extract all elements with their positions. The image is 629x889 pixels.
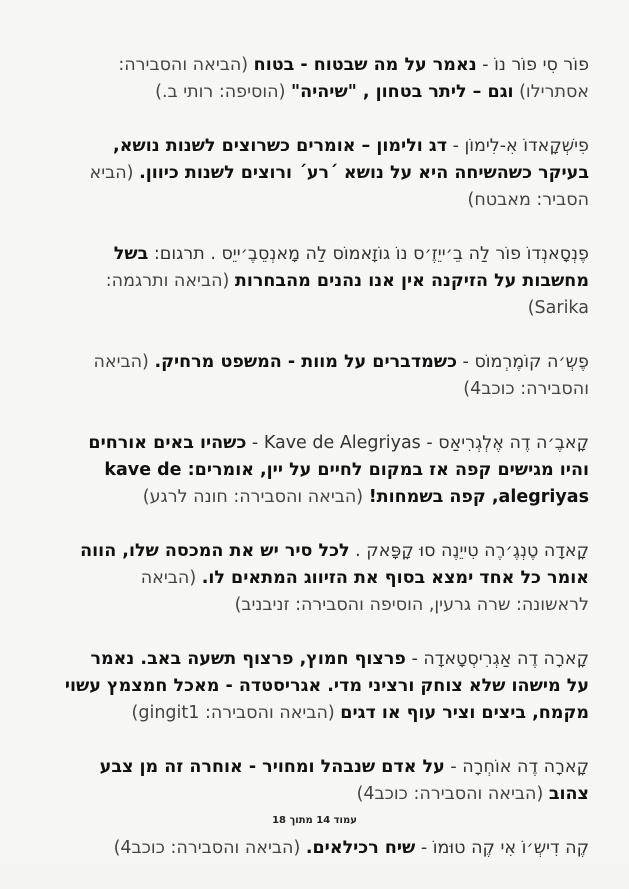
entry	[64, 754, 589, 808]
entry-meaning-extra: וגם – ליתר בטחון , "שיהיה"	[290, 82, 514, 102]
entry-source: (הביאה והסבירה: כוכב4)	[356, 784, 549, 804]
entry-source: (הביאה ותרגמה: Sarika)	[105, 271, 589, 318]
entry	[64, 349, 589, 403]
entry-term: פֶנְסָאנְדוֹ פוֹר לַה בֵ׳ייֵזֶ׳ס נוֹ גוֹזָאמוֹס לַה מָאנְסֵבֶ׳ייֵס .	[210, 244, 589, 264]
entry	[64, 538, 589, 619]
entry-meaning: כשמדברים על מוות - המשפט מרחיק.	[154, 352, 457, 372]
entry-term: קָאבֶ׳ה דֶה אֶלְגְרִיאַס - Kave de Alegriyas	[263, 433, 589, 453]
entry-source: (הביאה והסבירה: כוכב4)	[113, 838, 306, 858]
entry-term: פִישְׁקָאדוֹ אִ-לִימוֹן	[464, 136, 589, 156]
entry-source-extra: (הוסיפה: רותי ב.)	[155, 82, 291, 102]
entry-source: (הביאה והסבירה: gingit1)	[131, 703, 341, 723]
entry-separator: -	[456, 352, 475, 372]
entry-meaning: נאמר על מה שבטוח - בטוח	[253, 55, 477, 75]
page-number: עמוד 14 מתוך 18	[272, 815, 357, 826]
entry-term: קָארָה דֶה אַגְרִיסְטָאדָה	[423, 649, 589, 669]
entry	[64, 241, 589, 322]
entry	[64, 646, 589, 727]
entry-separator: תרגום:	[148, 244, 211, 264]
entry-term: פֶשְ׳ה קוֹמֶרְמוֹס	[474, 352, 589, 372]
entry-meaning: בשל מחשבות על הזיקנה אין אנו נהנים מהבחרות	[113, 244, 589, 291]
entry-meaning: על אדם שנבהל ומחויר - אוחרה זה מן צבע צהוב	[99, 757, 589, 804]
entry-source: (הביא הסביר: מאבטח)	[89, 163, 589, 210]
entry-separator: -	[415, 838, 433, 858]
entry-term: קָארָה דֶה אוֹחְרָה	[462, 757, 589, 777]
entry-source: (הביאה לראשונה: שרה גרעין, הוסיפה והסבירה: זניבניב)	[140, 568, 589, 615]
entry-meaning: כשהיו באים אורחים והיו מגישים קפה אז במקום לחיים על יין, אומרים: kave de alegriyas, קפה בשמחות!	[88, 433, 589, 507]
entry-term: קָאדָה טֶנְגֶ׳רֶה טִייֵנֶה סוּ קָפָּאק .	[355, 541, 589, 561]
entry-separator: -	[444, 757, 463, 777]
entry-separator: -	[476, 55, 495, 75]
entry-meaning: פרצוף חמוץ, פרצוף תשעה באב. נאמר על מישהו שלא צוחק ורציני מדי. אגריסטדה - מאכל חמצמץ עשוי מקמח, ביצים וציר עוף או דגים	[64, 649, 589, 723]
entry-meaning: שיח רכילאים.	[305, 838, 416, 858]
entry-source: (הביאה והסבירה: כוכב4)	[93, 352, 589, 399]
entry-source: (הביאה והסבירה: אסתרילו)	[118, 55, 589, 102]
entry	[64, 52, 589, 106]
entry-term: קֶה דִישְ׳וֹ אִי קֶה טוּמוֹ	[432, 838, 589, 858]
entry-separator: -	[447, 136, 465, 156]
entry	[64, 835, 589, 862]
entry-separator: -	[246, 433, 264, 453]
entry-term: פוֹר סִי פוֹר נוֹ	[494, 55, 589, 75]
entry	[64, 430, 589, 511]
entry-source: (הביאה והסבירה: חונה לרגע)	[142, 487, 369, 507]
entries-list	[64, 52, 589, 889]
entry-meaning: דג ולימון – אומרים כשרוצים לשנות נושא, בעיקר כשהשיחה היא על נושא ´רע´ ורוצים לשנות כיוון.	[113, 136, 589, 183]
entry-separator: -	[405, 649, 424, 669]
entry-meaning: לכל סיר יש את המכסה שלו, הווה אומר כל אחד ימצא בסוף את הזיווג המתאים לו.	[80, 541, 589, 588]
entry	[64, 133, 589, 214]
